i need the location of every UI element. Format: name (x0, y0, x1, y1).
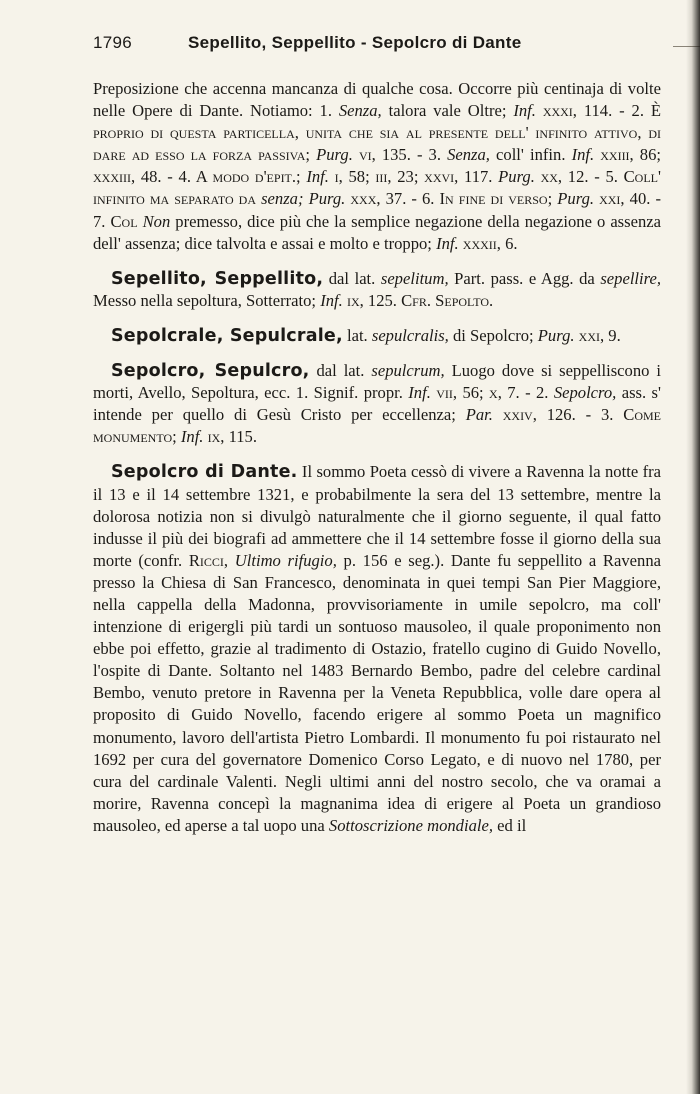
italic-run: Sepolcro, (553, 383, 617, 403)
text-run: di Sepolcro; (448, 325, 538, 345)
italic-run: sepellire, (600, 268, 661, 288)
text-run: p. 156 e seg.). Dante fu seppellito a Ravenna presso la Chiesa di San Francesco, denominata in quei tempi San Pier Maggiore, nella cappella della Madonna, provvisoriamente in umile sepolcro, ma coll' intenzione di erigergli più tardi un sontuoso mausoleo, il quale proponimento non ebbe poi effetto, grazie al tradimento di Ostazio, fratello cugino di Guido Novello, l'ospite di Dante. Soltanto nel 1483 Bernardo Bembo, padre del celebre cardinal Bembo, venuto pretore in Ravenna per la Veneta Repubblica, volle dare opera al proposito di Guido Novello, facendo erigere al sommo Poeta un magnifico monumento, lavoro dell'artista Pietro Lombardi. Il monumento fu poi ristaurato nel 1692 per cura del governatore Domenico Corso Legato, e di nuovo nel 1780, per cura del cardinale Valenti. Negli ultimi anni del nostro secolo, che va oramai a morire, Ravenna concepì la magnanima idea di erigere al Poeta un grandioso mausoleo, ed aperse a tal uopo una (93, 550, 661, 835)
text-run: xxiii, 86; xxxiii, 48. - 4. A modo d'epit.; (93, 145, 661, 187)
text-run: dal lat. (323, 268, 381, 288)
italic-run: Senza, (338, 101, 382, 121)
entry-sepolcro-di-dante (93, 461, 661, 837)
italic-run: sepulcralis, (371, 325, 449, 345)
italic-run: Ultimo rifugio, (234, 550, 337, 570)
headword: Sepolcro di Dante. (111, 462, 298, 483)
text-run: vi, 135. - 3. (352, 145, 448, 165)
text-run: Part. pass. e Agg. da (448, 268, 601, 288)
running-head: Sepellito, Seppellito - Sepolcro di Dante (188, 33, 522, 52)
italic-run: Inf. (436, 233, 459, 253)
italic-run: Inf. (180, 427, 204, 447)
italic-run: Purg. (498, 167, 535, 187)
page-number: 1796 (93, 33, 133, 52)
italic-run: Inf. (320, 290, 343, 310)
headword: Sepellito, Seppellito, (111, 268, 324, 289)
italic-run: Purg. (557, 189, 595, 209)
cross-reference: Sepolto. (435, 290, 494, 310)
text-run: ix, 115. (203, 427, 257, 447)
author-reference: Ricci, (188, 550, 229, 570)
text-run: Luogo dove si seppelliscono i morti, Avello, Sepoltura, ecc. 1. Signif. propr. (93, 361, 661, 403)
text-run: coll' infin. (489, 145, 572, 165)
headword: Sepolcrale, Sepulcrale, (111, 325, 343, 346)
text-run: dal lat. (309, 361, 372, 381)
italic-run: Purg. (316, 145, 353, 165)
italic-run: Inf. (571, 145, 595, 165)
text-run: lat. (342, 325, 372, 345)
italic-run: Inf. (306, 167, 329, 187)
italic-run: Purg. (308, 189, 346, 209)
text-run: xx, 12. - 5. Coll' infinito ma separato da (93, 167, 661, 209)
text-run: vii, 56; x, 7. - 2. (430, 383, 554, 403)
text-run: xxxii, 6. (458, 233, 518, 253)
entry-sepolcrale (93, 325, 661, 347)
italic-run: Purg. (537, 325, 575, 345)
italic-run: senza; (261, 189, 304, 209)
text-run: xxi, 40. - 7. Col (93, 189, 661, 231)
italic-run: Inf. (408, 383, 431, 403)
text-run (228, 551, 235, 570)
text-run: xxxi, 114. - 2. È proprio di questa particella, unita che sia al presente dell' infinito attivo, di dare ad esso la forza passiva; (93, 101, 661, 165)
text-run: Il sommo Poeta cessò di vivere a Ravenna la notte fra il 13 e il 14 settembre 1321, e probabilmente la sera del 13 settembre, mentre la dolorosa notizia non si divulgò naturalmente che il giorno seguente, il qual fatto indusse il più dei biografi ad ammettere che il 14 settembre fosse il giorno della sua morte (confr. (93, 462, 661, 570)
italic-run: sepulcrum, (371, 361, 445, 381)
italic-run: Inf. (513, 101, 536, 121)
text-run: xxiv, 126. - 3. Come monumento; (93, 405, 661, 447)
text-run: i, 58; iii, 23; xxvi, 117. (328, 167, 499, 187)
text-run: talora vale Oltre; (381, 101, 514, 121)
italic-run: Senza, (447, 145, 490, 165)
page-edge-shadow (686, 0, 700, 1094)
page-body (93, 78, 661, 837)
text-run: ix, 125. Cfr. (342, 290, 436, 310)
continuation-paragraph (93, 78, 661, 255)
italic-run: Non (142, 211, 171, 231)
text-run: xxx, 37. - 6. In fine di verso; (345, 189, 558, 209)
text-run: ed il (493, 815, 527, 835)
page-header (93, 33, 663, 55)
text-run: ass. s' intende per quello di Gesù Cristo per eccellenza; (93, 383, 661, 425)
entry-sepolcro (93, 360, 661, 448)
text-run: premesso, dice più che la semplice negazione della negazione o assenza dell' assenza; dice talvolta e assai e molto e troppo; (93, 211, 661, 253)
italic-run: sepelitum, (380, 268, 449, 288)
italic-run: Par. (465, 405, 493, 425)
headword: Sepolcro, Sepulcro, (111, 361, 310, 382)
italic-run: Sottoscrizione mondiale, (328, 815, 494, 835)
entry-sepellito (93, 268, 661, 312)
text-run: Messo nella sepoltura, Sotterrato; (93, 290, 321, 310)
text-run: xxi, 9. (574, 325, 621, 345)
text-run: Preposizione che accenna mancanza di qualche cosa. Occorre più centinaja di volte nelle Opere di Dante. Notiamo: 1. (93, 79, 661, 121)
